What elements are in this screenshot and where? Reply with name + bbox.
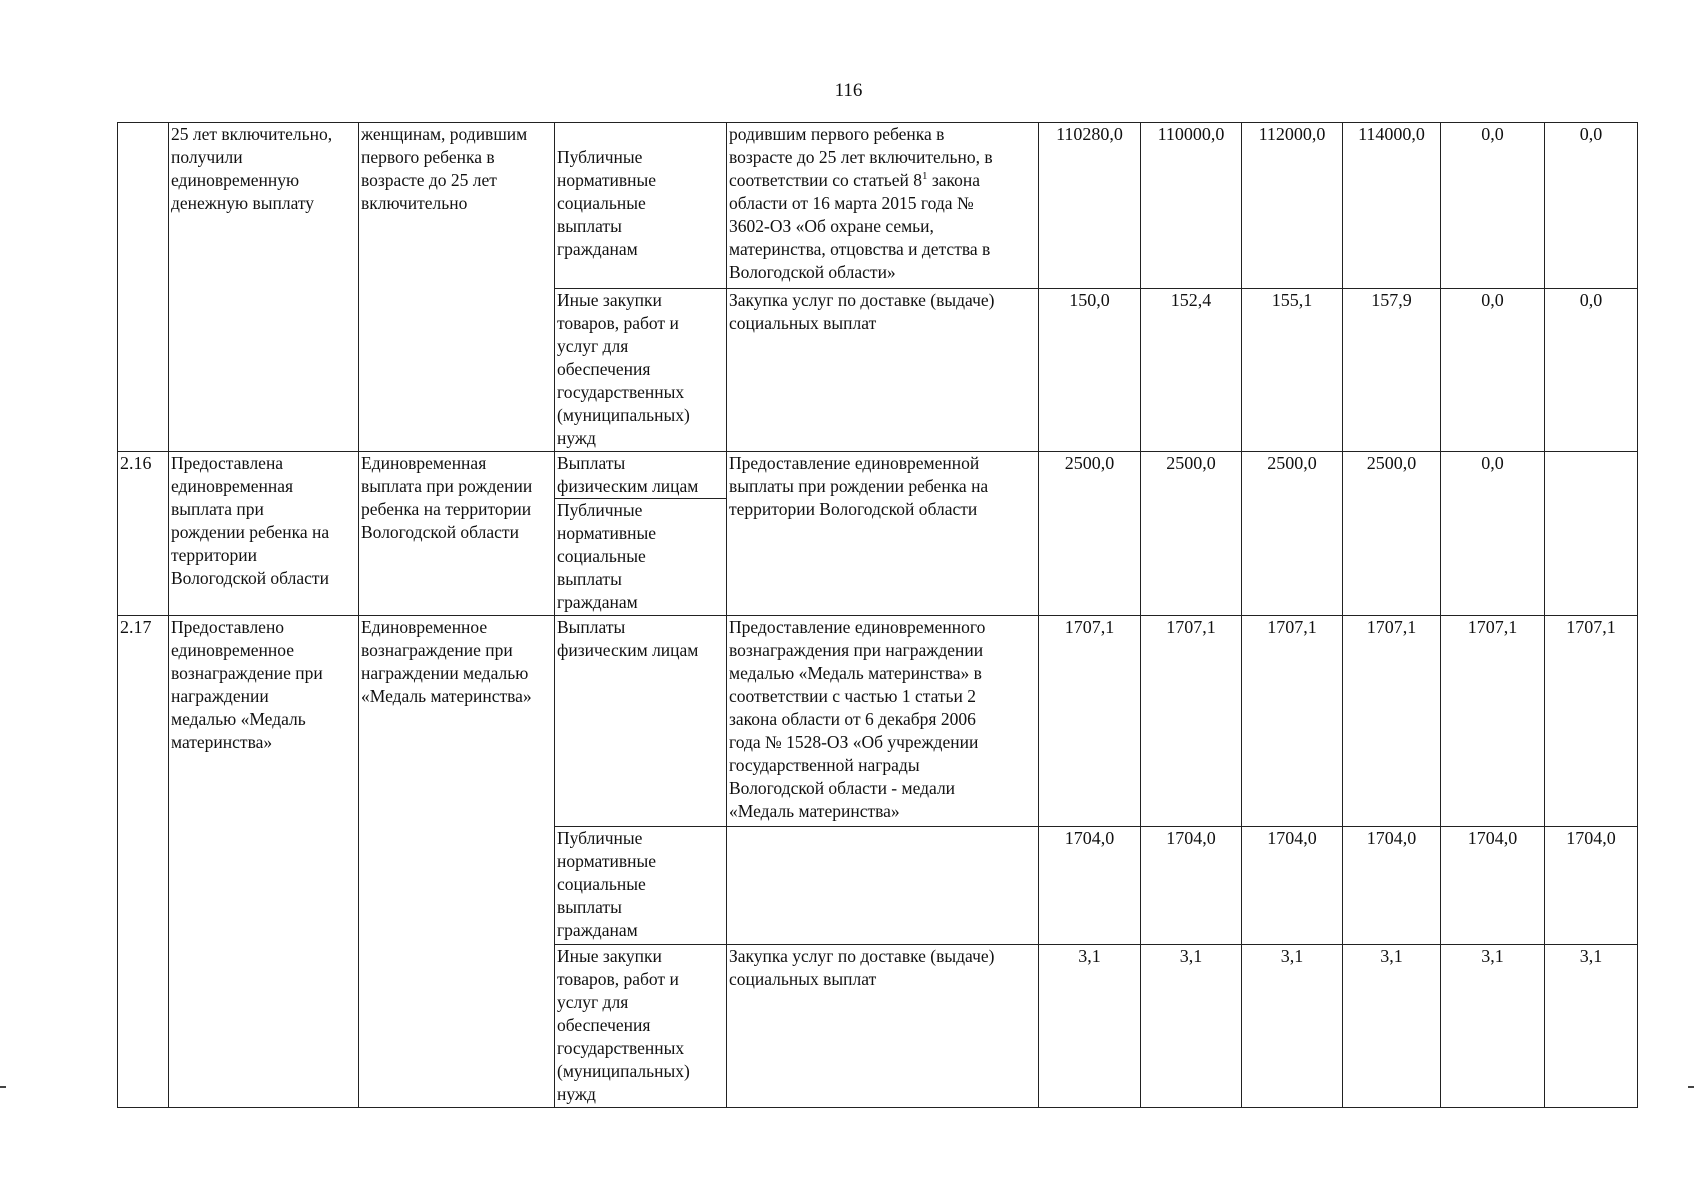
value-cell: 1707,1	[1242, 616, 1343, 827]
measure-cell: Единовременное вознаграждение при награждении медалью «Медаль материнства»	[359, 616, 555, 1108]
value-cell: 3,1	[1141, 945, 1242, 1108]
description-text: закона области от 16 марта 2015 года № 3602-ОЗ «Об охране семьи, материнства, отцовства и детства в Вологодской области»	[729, 170, 991, 282]
scan-edge-mark	[1688, 1086, 1694, 1088]
table-row	[118, 616, 1638, 827]
value-cell: 3,1	[1039, 945, 1141, 1108]
value-cell: 1707,1	[1141, 616, 1242, 827]
value-cell: 1707,1	[1343, 616, 1441, 827]
measure-cell: женщинам, родившим первого ребенка в возрасте до 25 лет включительно	[359, 123, 555, 452]
footnote-superscript: 1	[921, 170, 928, 183]
value-cell: 1707,1	[1545, 616, 1638, 827]
value-cell: 0,0	[1441, 289, 1545, 452]
value-cell: 3,1	[1545, 945, 1638, 1108]
row-number	[118, 123, 169, 452]
value-cell: 157,9	[1343, 289, 1441, 452]
description-cell: Закупка услуг по доставке (выдаче) социальных выплат	[727, 945, 1039, 1108]
result-cell: Предоставлена единовременная выплата при рождении ребенка на территории Вологодской области	[169, 452, 359, 616]
value-cell: 3,1	[1343, 945, 1441, 1108]
description-cell: Закупка услуг по доставке (выдаче) социальных выплат	[727, 289, 1039, 452]
budget-table	[117, 122, 1638, 1108]
expense-type-cell: Выплаты физическим лицам	[555, 452, 727, 499]
value-cell: 1704,0	[1039, 827, 1141, 945]
value-cell: 155,1	[1242, 289, 1343, 452]
expense-type-cell: Публичные нормативные социальные выплаты гражданам	[555, 827, 727, 945]
value-cell: 0,0	[1441, 123, 1545, 289]
expense-type-cell: Публичные нормативные социальные выплаты гражданам	[555, 499, 727, 616]
value-cell	[1545, 452, 1638, 616]
description-cell	[727, 123, 1039, 289]
value-cell: 112000,0	[1242, 123, 1343, 289]
table-row	[118, 452, 1638, 499]
value-cell: 1707,1	[1039, 616, 1141, 827]
value-cell: 2500,0	[1343, 452, 1441, 616]
expense-type-cell: Выплаты физическим лицам	[555, 616, 727, 827]
description-cell	[727, 827, 1039, 945]
value-cell: 150,0	[1039, 289, 1141, 452]
expense-type-cell: Публичные нормативные социальные выплаты гражданам	[555, 123, 727, 289]
row-number: 2.16	[118, 452, 169, 616]
page-number: 116	[834, 80, 863, 101]
row-number: 2.17	[118, 616, 169, 1108]
value-cell: 0,0	[1545, 289, 1638, 452]
result-cell: Предоставлено единовременное вознаграждение при награждении медалью «Медаль материнства»	[169, 616, 359, 1108]
value-cell: 110280,0	[1039, 123, 1141, 289]
value-cell: 1707,1	[1441, 616, 1545, 827]
value-cell: 114000,0	[1343, 123, 1441, 289]
value-cell: 2500,0	[1039, 452, 1141, 616]
value-cell: 1704,0	[1545, 827, 1638, 945]
value-cell: 2500,0	[1141, 452, 1242, 616]
value-cell: 3,1	[1441, 945, 1545, 1108]
scan-edge-mark	[0, 1086, 6, 1088]
value-cell: 1704,0	[1343, 827, 1441, 945]
expense-type-cell: Иные закупки товаров, работ и услуг для обеспечения государственных (муниципальных) нужд	[555, 289, 727, 452]
value-cell: 1704,0	[1441, 827, 1545, 945]
description-text: родившим первого ребенка в возрасте до 25 лет включительно, в соответствии со статьей 8	[729, 124, 993, 190]
result-cell: 25 лет включительно, получили единовременную денежную выплату	[169, 123, 359, 452]
value-cell: 2500,0	[1242, 452, 1343, 616]
value-cell: 0,0	[1545, 123, 1638, 289]
value-cell: 110000,0	[1141, 123, 1242, 289]
description-cell: Предоставление единовременной выплаты при рождении ребенка на территории Вологодской области	[727, 452, 1039, 616]
table-row	[118, 123, 1638, 289]
description-cell: Предоставление единовременного вознаграждения при награждении медалью «Медаль материнства» в соответствии с частью 1 статьи 2 закона области от 6 декабря 2006 года № 1528-ОЗ «Об учреждении государственной награды Вологодской области - медали «Медаль материнства»	[727, 616, 1039, 827]
expense-type-cell: Иные закупки товаров, работ и услуг для обеспечения государственных (муниципальных) нужд	[555, 945, 727, 1108]
value-cell: 1704,0	[1242, 827, 1343, 945]
measure-cell: Единовременная выплата при рождении ребенка на территории Вологодской области	[359, 452, 555, 616]
value-cell: 3,1	[1242, 945, 1343, 1108]
value-cell: 152,4	[1141, 289, 1242, 452]
value-cell: 1704,0	[1141, 827, 1242, 945]
value-cell: 0,0	[1441, 452, 1545, 616]
